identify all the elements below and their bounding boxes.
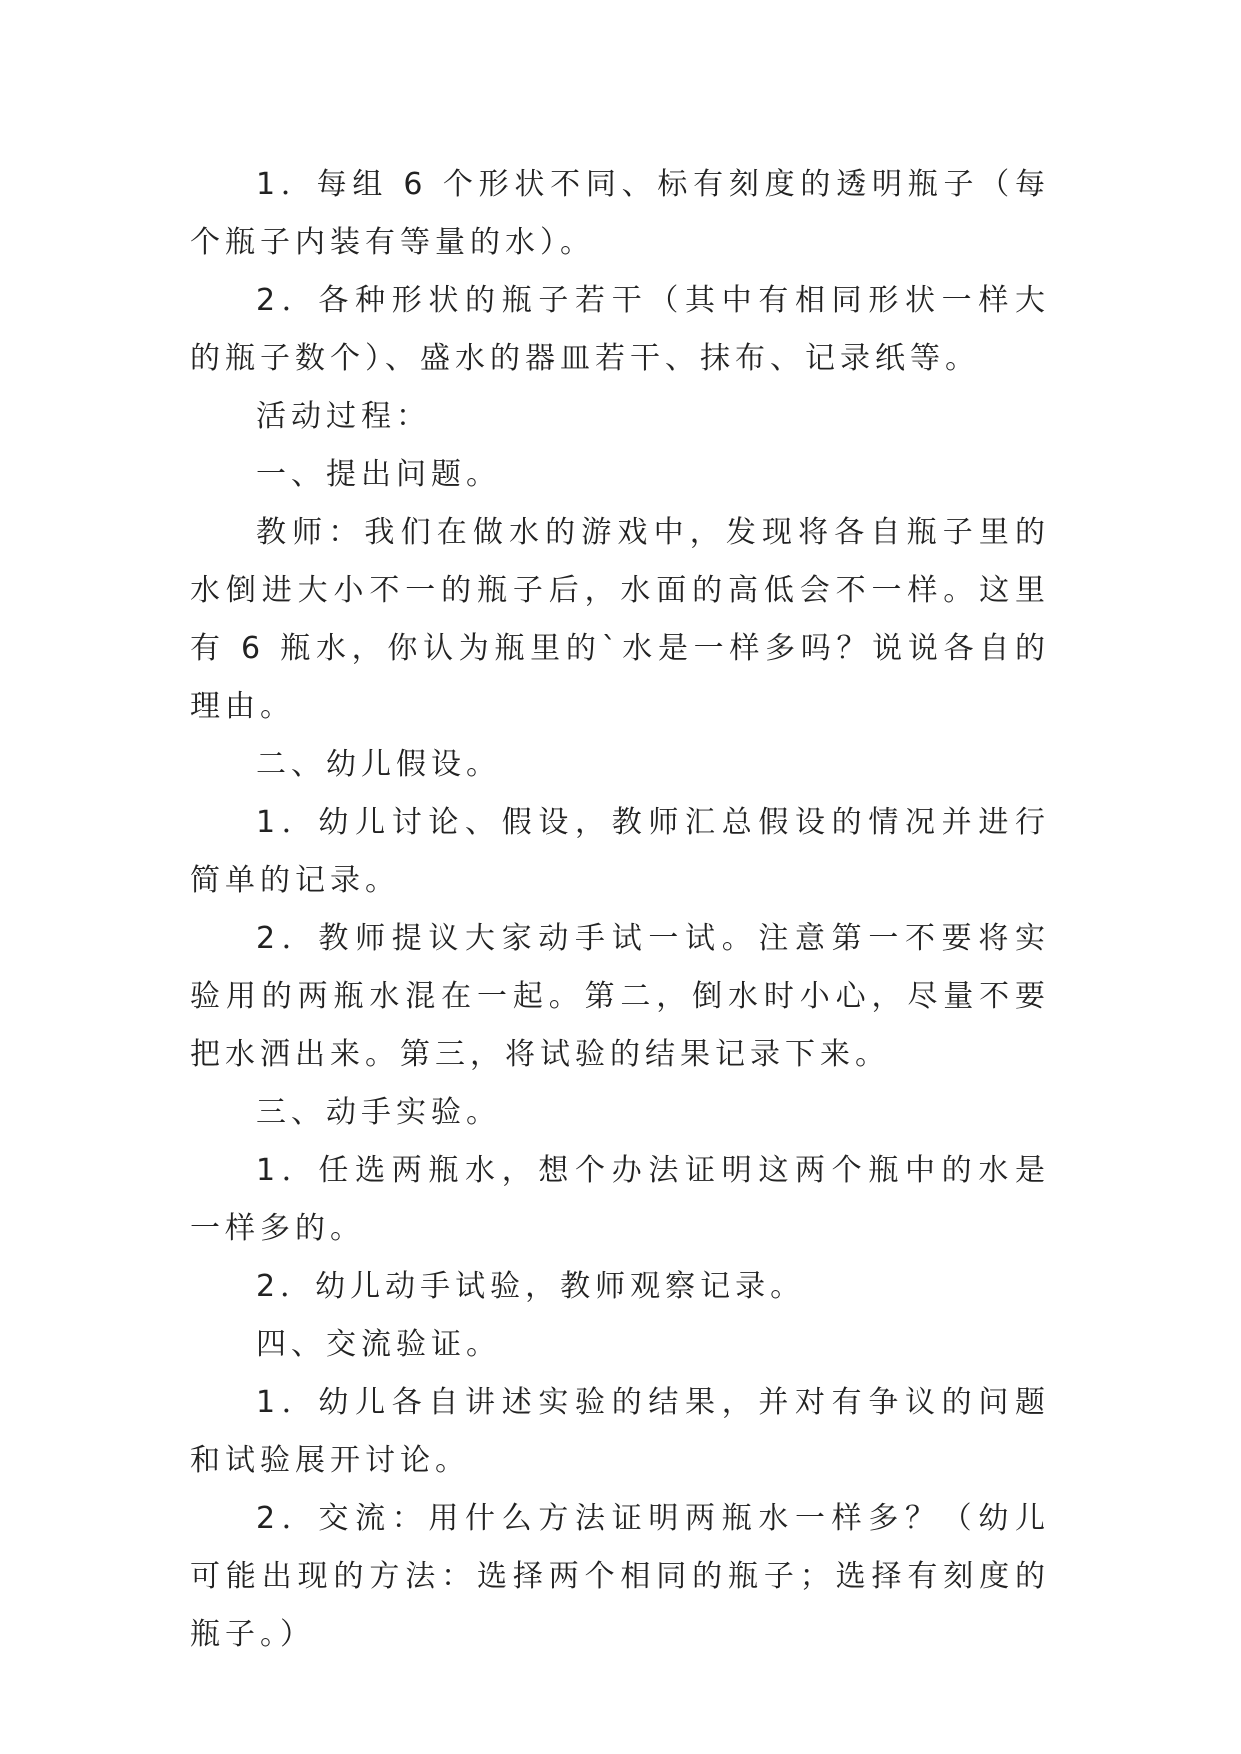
experiment-item-1: 1．任选两瓶水，想个办法证明这两个瓶中的水是一样多的。	[190, 1153, 1050, 1246]
experiment-item-2: 2．幼儿动手试验，教师观察记录。	[256, 1269, 806, 1304]
material-item-2: 2．各种形状的瓶子若干（其中有相同形状一样大的瓶子数个）、盛水的器皿若干、抹布、记录纸等。	[190, 283, 1050, 376]
hypothesis-item-1: 1．幼儿讨论、假设，教师汇总假设的情况并进行简单的记录。	[190, 805, 1050, 898]
hypothesis-item-2: 2．教师提议大家动手试一试。注意第一不要将实验用的两瓶水混在一起。第二，倒水时小心，尽量不要把水洒出来。第三，将试验的结果记录下来。	[190, 921, 1050, 1072]
section-heading-verification: 四、交流验证。	[256, 1327, 501, 1362]
section-heading-raise-question: 一、提出问题。	[256, 457, 501, 492]
section-heading-activity-process: 活动过程：	[256, 399, 431, 434]
verification-item-1: 1．幼儿各自讲述实验的结果，并对有争议的问题和试验展开讨论。	[190, 1385, 1050, 1478]
section-heading-hypothesis: 二、幼儿假设。	[256, 747, 501, 782]
section-heading-experiment: 三、动手实验。	[256, 1095, 501, 1130]
material-item-1: 1．每组 6 个形状不同、标有刻度的透明瓶子（每个瓶子内装有等量的水）。	[190, 167, 1050, 260]
teacher-question-paragraph: 教师：我们在做水的游戏中，发现将各自瓶子里的水倒进大小不一的瓶子后，水面的高低会不一样。这里有 6 瓶水，你认为瓶里的`水是一样多吗？说说各自的理由。	[190, 515, 1050, 724]
document-body	[190, 156, 1050, 1664]
verification-item-2: 2．交流：用什么方法证明两瓶水一样多？（幼儿可能出现的方法：选择两个相同的瓶子；选择有刻度的瓶子。）	[190, 1501, 1050, 1652]
